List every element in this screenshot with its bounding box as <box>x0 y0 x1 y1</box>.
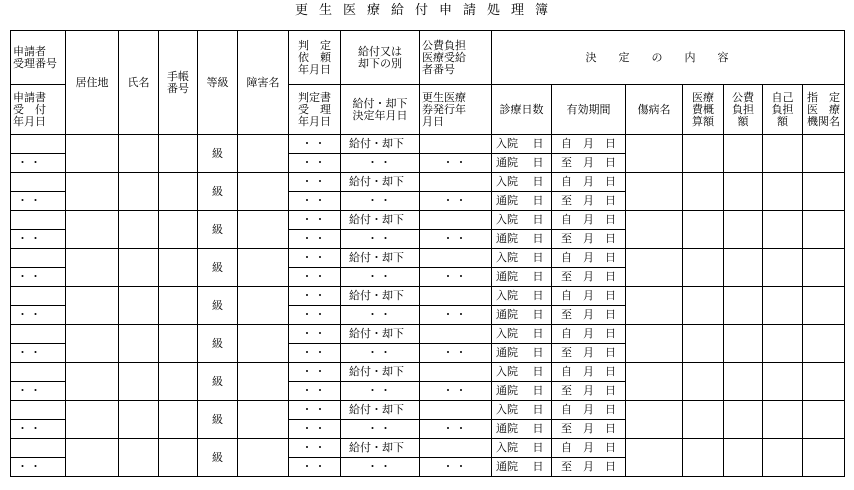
grade-cell[interactable] <box>198 211 238 249</box>
inpatient-days[interactable]: 入院 日 <box>492 363 552 382</box>
public-burden-cell[interactable] <box>724 401 763 439</box>
judge-receipt-date[interactable]: ・・ <box>289 382 341 401</box>
grant-date[interactable]: ・・ <box>341 420 420 439</box>
outpatient-days[interactable]: 通院 日 <box>492 420 552 439</box>
outpatient-days[interactable]: 通院 日 <box>492 230 552 249</box>
self-burden-cell[interactable] <box>763 173 803 211</box>
judge-request-date[interactable]: ・・ <box>289 325 341 344</box>
ticket-date[interactable]: ・・ <box>420 154 492 173</box>
judge-receipt-date[interactable]: ・・ <box>289 306 341 325</box>
outpatient-days[interactable]: 通院 日 <box>492 306 552 325</box>
grade-cell[interactable] <box>198 363 238 401</box>
public-burden-cell[interactable] <box>724 363 763 401</box>
self-burden-cell[interactable] <box>763 211 803 249</box>
ticket-date[interactable]: ・・ <box>420 192 492 211</box>
grant-choice[interactable]: 給付・却下 <box>341 211 420 230</box>
grade-suffix: 級 <box>212 298 223 312</box>
public-recipient-cell[interactable] <box>420 287 492 306</box>
header-ticket-date: 更生医療 券発行年 月日 <box>420 85 492 135</box>
header-self-burden: 自己 負担 額 <box>763 85 803 135</box>
header-decision: 決定の内容 <box>492 31 845 85</box>
public-recipient-cell[interactable] <box>420 249 492 268</box>
register-row-top <box>11 401 845 420</box>
app-date[interactable]: ・・ <box>11 344 66 363</box>
app-date[interactable]: ・・ <box>11 192 66 211</box>
header-institution: 指 定 医 療 機関名 <box>803 85 845 135</box>
handbook-cell[interactable] <box>159 439 198 477</box>
public-recipient-cell[interactable] <box>420 439 492 458</box>
grant-date[interactable]: ・・ <box>341 344 420 363</box>
public-burden-cell[interactable] <box>724 325 763 363</box>
public-recipient-cell[interactable] <box>420 135 492 154</box>
header-disability: 障害名 <box>238 31 289 135</box>
institution-cell[interactable] <box>803 363 845 401</box>
inpatient-days[interactable]: 入院 日 <box>492 249 552 268</box>
period-to[interactable]: 至 月 日 <box>552 230 626 249</box>
self-burden-cell[interactable] <box>763 249 803 287</box>
app-date[interactable]: ・・ <box>11 306 66 325</box>
register-row-top <box>11 439 845 458</box>
app-number-cell[interactable] <box>11 249 66 268</box>
header-judge-request: 判 定 依 頼 年月日 <box>289 31 341 85</box>
app-date[interactable]: ・・ <box>11 458 66 477</box>
grade-cell[interactable] <box>198 135 238 173</box>
register-row-top <box>11 287 845 306</box>
cost-cell[interactable] <box>683 249 724 287</box>
name-cell[interactable] <box>119 401 159 439</box>
ticket-date[interactable]: ・・ <box>420 230 492 249</box>
institution-cell[interactable] <box>803 135 845 173</box>
public-burden-cell[interactable] <box>724 135 763 173</box>
ticket-date[interactable]: ・・ <box>420 458 492 477</box>
app-number-cell[interactable] <box>11 401 66 420</box>
judge-receipt-date[interactable]: ・・ <box>289 154 341 173</box>
cost-cell[interactable] <box>683 439 724 477</box>
address-cell[interactable] <box>66 173 119 211</box>
app-date[interactable]: ・・ <box>11 154 66 173</box>
name-cell[interactable] <box>119 325 159 363</box>
public-burden-cell[interactable] <box>724 211 763 249</box>
header-days: 診療日数 <box>492 85 552 135</box>
cost-cell[interactable] <box>683 325 724 363</box>
public-recipient-cell[interactable] <box>420 401 492 420</box>
header-handbook: 手帳 番号 <box>159 31 198 135</box>
grant-choice[interactable]: 給付・却下 <box>341 287 420 306</box>
grade-suffix: 級 <box>212 222 223 236</box>
app-date[interactable]: ・・ <box>11 268 66 287</box>
grant-date[interactable]: ・・ <box>341 458 420 477</box>
injury-cell[interactable] <box>626 249 683 287</box>
cost-cell[interactable] <box>683 363 724 401</box>
judge-receipt-date[interactable]: ・・ <box>289 458 341 477</box>
name-cell[interactable] <box>119 211 159 249</box>
register-row-top <box>11 173 845 192</box>
grant-date[interactable]: ・・ <box>341 192 420 211</box>
name-cell[interactable] <box>119 287 159 325</box>
outpatient-days[interactable]: 通院 日 <box>492 268 552 287</box>
period-to[interactable]: 至 月 日 <box>552 344 626 363</box>
disability-cell[interactable] <box>238 211 289 249</box>
handbook-cell[interactable] <box>159 135 198 173</box>
header-injury: 傷病名 <box>626 85 683 135</box>
name-cell[interactable] <box>119 135 159 173</box>
grant-date[interactable]: ・・ <box>341 306 420 325</box>
judge-request-date[interactable]: ・・ <box>289 439 341 458</box>
outpatient-days[interactable]: 通院 日 <box>492 192 552 211</box>
outpatient-days[interactable]: 通院 日 <box>492 344 552 363</box>
judge-receipt-date[interactable]: ・・ <box>289 192 341 211</box>
period-from[interactable]: 自 月 日 <box>552 439 626 458</box>
header-public-recipient: 公費負担 医療受給 者番号 <box>420 31 492 85</box>
cost-cell[interactable] <box>683 173 724 211</box>
inpatient-days[interactable]: 入院 日 <box>492 439 552 458</box>
institution-cell[interactable] <box>803 401 845 439</box>
judge-request-date[interactable]: ・・ <box>289 363 341 382</box>
period-from[interactable]: 自 月 日 <box>552 173 626 192</box>
grant-choice[interactable]: 給付・却下 <box>341 135 420 154</box>
header-period: 有効期間 <box>552 85 626 135</box>
grade-suffix: 級 <box>212 146 223 160</box>
injury-cell[interactable] <box>626 173 683 211</box>
cost-cell[interactable] <box>683 287 724 325</box>
self-burden-cell[interactable] <box>763 401 803 439</box>
app-number-cell[interactable] <box>11 135 66 154</box>
ticket-date[interactable]: ・・ <box>420 344 492 363</box>
public-burden-cell[interactable] <box>724 249 763 287</box>
cost-cell[interactable] <box>683 211 724 249</box>
header-name: 氏名 <box>119 31 159 135</box>
inpatient-days[interactable]: 入院 日 <box>492 325 552 344</box>
disability-cell[interactable] <box>238 363 289 401</box>
header-cost: 医療 費概 算額 <box>683 85 724 135</box>
injury-cell[interactable] <box>626 287 683 325</box>
header-grant-date: 給付・却下 決定年月日 <box>341 85 420 135</box>
public-burden-cell[interactable] <box>724 287 763 325</box>
period-to[interactable]: 至 月 日 <box>552 192 626 211</box>
grade-cell[interactable] <box>198 287 238 325</box>
period-to[interactable]: 至 月 日 <box>552 458 626 477</box>
judge-request-date[interactable]: ・・ <box>289 249 341 268</box>
period-from[interactable]: 自 月 日 <box>552 363 626 382</box>
disability-cell[interactable] <box>238 287 289 325</box>
outpatient-days[interactable]: 通院 日 <box>492 154 552 173</box>
self-burden-cell[interactable] <box>763 287 803 325</box>
judge-request-date[interactable]: ・・ <box>289 287 341 306</box>
grant-date[interactable]: ・・ <box>341 230 420 249</box>
handbook-cell[interactable] <box>159 401 198 439</box>
injury-cell[interactable] <box>626 325 683 363</box>
app-date[interactable]: ・・ <box>11 382 66 401</box>
public-recipient-cell[interactable] <box>420 211 492 230</box>
period-from[interactable]: 自 月 日 <box>552 135 626 154</box>
inpatient-days[interactable]: 入院 日 <box>492 173 552 192</box>
judge-request-date[interactable]: ・・ <box>289 211 341 230</box>
grade-cell[interactable] <box>198 401 238 439</box>
register-row-top <box>11 363 845 382</box>
page-title: 更生医療給付申請処理簿 <box>294 3 559 18</box>
disability-cell[interactable] <box>238 249 289 287</box>
grade-cell[interactable] <box>198 325 238 363</box>
grade-suffix: 級 <box>212 336 223 350</box>
app-number-cell[interactable] <box>11 363 66 382</box>
name-cell[interactable] <box>119 173 159 211</box>
outpatient-days[interactable]: 通院 日 <box>492 382 552 401</box>
self-burden-cell[interactable] <box>763 325 803 363</box>
app-number-cell[interactable] <box>11 325 66 344</box>
header-app-date: 申請書 受 付 年月日 <box>11 85 66 135</box>
app-date[interactable]: ・・ <box>11 420 66 439</box>
period-to[interactable]: 至 月 日 <box>552 268 626 287</box>
name-cell[interactable] <box>119 439 159 477</box>
disability-cell[interactable] <box>238 135 289 173</box>
grade-cell[interactable] <box>198 439 238 477</box>
handbook-cell[interactable] <box>159 363 198 401</box>
header-grade: 等級 <box>198 31 238 135</box>
grant-date[interactable]: ・・ <box>341 268 420 287</box>
ticket-date[interactable]: ・・ <box>420 382 492 401</box>
judge-request-date[interactable]: ・・ <box>289 173 341 192</box>
inpatient-days[interactable]: 入院 日 <box>492 401 552 420</box>
handbook-cell[interactable] <box>159 211 198 249</box>
header-address: 居住地 <box>66 31 119 135</box>
address-cell[interactable] <box>66 401 119 439</box>
grade-cell[interactable] <box>198 249 238 287</box>
address-cell[interactable] <box>66 325 119 363</box>
inpatient-days[interactable]: 入院 日 <box>492 135 552 154</box>
self-burden-cell[interactable] <box>763 439 803 477</box>
header-judge-receipt: 判定書 受 理 年月日 <box>289 85 341 135</box>
injury-cell[interactable] <box>626 135 683 173</box>
register-row-top <box>11 135 845 154</box>
handbook-cell[interactable] <box>159 173 198 211</box>
period-from[interactable]: 自 月 日 <box>552 325 626 344</box>
period-to[interactable]: 至 月 日 <box>552 420 626 439</box>
inpatient-days[interactable]: 入院 日 <box>492 287 552 306</box>
grade-suffix: 級 <box>212 374 223 388</box>
injury-cell[interactable] <box>626 363 683 401</box>
app-number-cell[interactable] <box>11 287 66 306</box>
address-cell[interactable] <box>66 363 119 401</box>
self-burden-cell[interactable] <box>763 135 803 173</box>
grant-choice[interactable]: 給付・却下 <box>341 325 420 344</box>
judge-receipt-date[interactable]: ・・ <box>289 230 341 249</box>
header-public-burden: 公費 負担 額 <box>724 85 763 135</box>
outpatient-days[interactable]: 通院 日 <box>492 458 552 477</box>
period-to[interactable]: 至 月 日 <box>552 154 626 173</box>
institution-cell[interactable] <box>803 211 845 249</box>
grade-suffix: 級 <box>212 260 223 274</box>
app-number-cell[interactable] <box>11 439 66 458</box>
grade-suffix: 級 <box>212 450 223 464</box>
public-burden-cell[interactable] <box>724 439 763 477</box>
judge-request-date[interactable]: ・・ <box>289 401 341 420</box>
address-cell[interactable] <box>66 135 119 173</box>
handbook-cell[interactable] <box>159 287 198 325</box>
handbook-cell[interactable] <box>159 249 198 287</box>
disability-cell[interactable] <box>238 439 289 477</box>
grant-choice[interactable]: 給付・却下 <box>341 439 420 458</box>
institution-cell[interactable] <box>803 439 845 477</box>
public-burden-cell[interactable] <box>724 173 763 211</box>
grant-date[interactable]: ・・ <box>341 382 420 401</box>
register-table <box>10 30 845 477</box>
name-cell[interactable] <box>119 363 159 401</box>
app-number-cell[interactable] <box>11 211 66 230</box>
institution-cell[interactable] <box>803 249 845 287</box>
header-app-number: 申請者 受理番号 <box>11 31 66 85</box>
grant-choice[interactable]: 給付・却下 <box>341 401 420 420</box>
period-from[interactable]: 自 月 日 <box>552 287 626 306</box>
register-row-top <box>11 211 845 230</box>
address-cell[interactable] <box>66 439 119 477</box>
ticket-date[interactable]: ・・ <box>420 306 492 325</box>
injury-cell[interactable] <box>626 211 683 249</box>
public-recipient-cell[interactable] <box>420 363 492 382</box>
public-recipient-cell[interactable] <box>420 325 492 344</box>
period-from[interactable]: 自 月 日 <box>552 211 626 230</box>
ticket-date[interactable]: ・・ <box>420 268 492 287</box>
disability-cell[interactable] <box>238 325 289 363</box>
grade-cell[interactable] <box>198 173 238 211</box>
period-to[interactable]: 至 月 日 <box>552 382 626 401</box>
register-row-top <box>11 325 845 344</box>
institution-cell[interactable] <box>803 173 845 211</box>
judge-request-date[interactable]: ・・ <box>289 135 341 154</box>
grant-choice[interactable]: 給付・却下 <box>341 173 420 192</box>
handbook-cell[interactable] <box>159 325 198 363</box>
cost-cell[interactable] <box>683 135 724 173</box>
disability-cell[interactable] <box>238 173 289 211</box>
grant-choice[interactable]: 給付・却下 <box>341 249 420 268</box>
grant-date[interactable]: ・・ <box>341 154 420 173</box>
grade-suffix: 級 <box>212 184 223 198</box>
public-recipient-cell[interactable] <box>420 173 492 192</box>
grade-suffix: 級 <box>212 412 223 426</box>
period-to[interactable]: 至 月 日 <box>552 306 626 325</box>
ticket-date[interactable]: ・・ <box>420 420 492 439</box>
injury-cell[interactable] <box>626 439 683 477</box>
injury-cell[interactable] <box>626 401 683 439</box>
address-cell[interactable] <box>66 249 119 287</box>
self-burden-cell[interactable] <box>763 363 803 401</box>
disability-cell[interactable] <box>238 401 289 439</box>
institution-cell[interactable] <box>803 325 845 363</box>
register-row-top <box>11 249 845 268</box>
cost-cell[interactable] <box>683 401 724 439</box>
judge-receipt-date[interactable]: ・・ <box>289 420 341 439</box>
judge-receipt-date[interactable]: ・・ <box>289 268 341 287</box>
period-from[interactable]: 自 月 日 <box>552 401 626 420</box>
inpatient-days[interactable]: 入院 日 <box>492 211 552 230</box>
app-number-cell[interactable] <box>11 173 66 192</box>
institution-cell[interactable] <box>803 287 845 325</box>
address-cell[interactable] <box>66 287 119 325</box>
app-date[interactable]: ・・ <box>11 230 66 249</box>
period-from[interactable]: 自 月 日 <box>552 249 626 268</box>
judge-receipt-date[interactable]: ・・ <box>289 344 341 363</box>
name-cell[interactable] <box>119 249 159 287</box>
grant-choice[interactable]: 給付・却下 <box>341 363 420 382</box>
header-grant-or-reject: 給付又は 却下の別 <box>341 31 420 85</box>
address-cell[interactable] <box>66 211 119 249</box>
